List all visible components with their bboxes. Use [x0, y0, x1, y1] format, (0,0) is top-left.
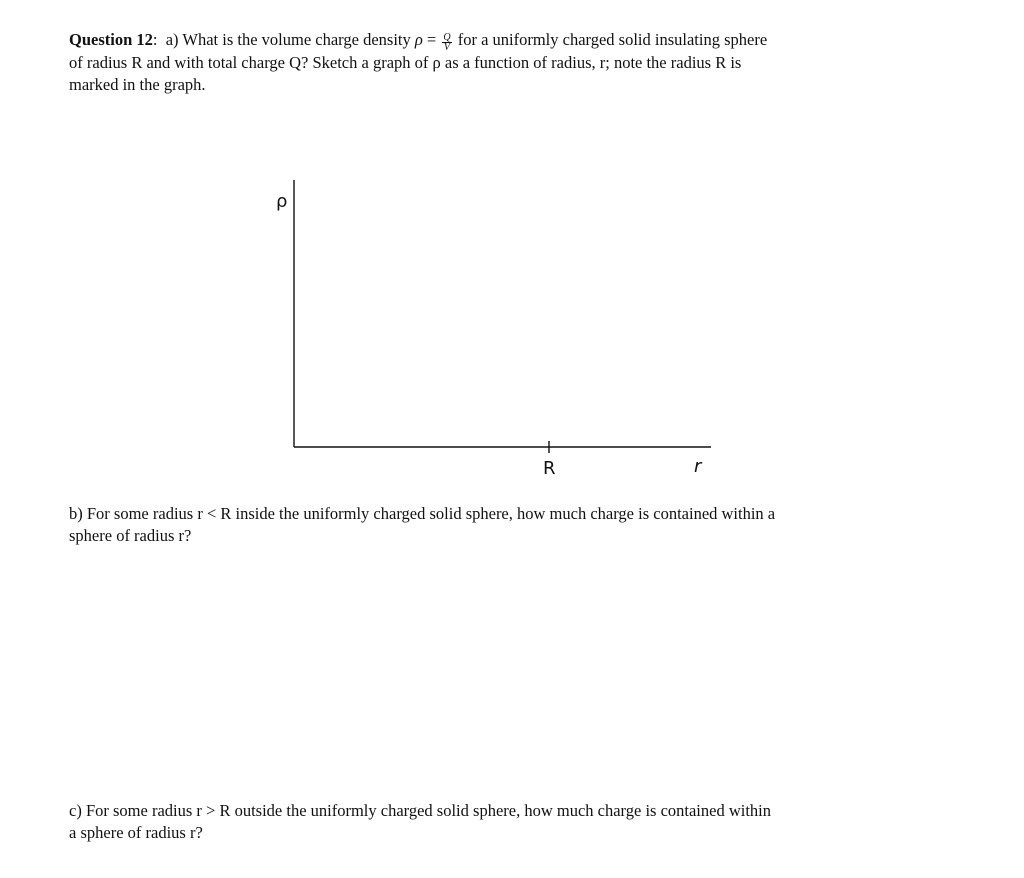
part-a-line-3: marked in the graph.	[69, 75, 206, 94]
part-a-prefix: a)	[165, 30, 179, 49]
tick-label-R: R	[543, 458, 556, 479]
question-label: Question 12	[69, 30, 153, 49]
x-axis-label: r	[694, 456, 702, 477]
rho-symbol: ρ	[414, 30, 423, 49]
fraction-denominator: V	[443, 42, 451, 53]
part-c-line-2: a sphere of radius r?	[69, 823, 203, 842]
fraction-numerator: Q	[443, 32, 451, 43]
part-a-line-1-rest: for a uniformly charged solid insulating sphere	[457, 30, 768, 49]
part-a-intro: What is the volume charge density	[182, 30, 411, 49]
question-12-part-c	[69, 800, 911, 844]
part-b-line-2: sphere of radius r?	[69, 526, 192, 545]
y-axis-label: ρ	[276, 191, 288, 212]
equals-sign: =	[426, 30, 437, 49]
question-12-part-b	[69, 503, 911, 547]
part-c-line-1: c) For some radius r > R outside the uniformly charged solid sphere, how much charge is contained within	[69, 801, 772, 820]
part-a-line-1: Question 12: a) What is the volume charge density ρ = $\frac{Q}{V}$ for a uniformly charged solid insulating sphere	[69, 30, 768, 53]
part-a-line-2: of radius R and with total charge Q? Sketch a graph of ρ as a function of radius, r; note the radius R is	[69, 53, 742, 72]
part-b-line-1: b) For some radius r < R inside the uniformly charged solid sphere, how much charge is contained within a	[69, 504, 776, 523]
